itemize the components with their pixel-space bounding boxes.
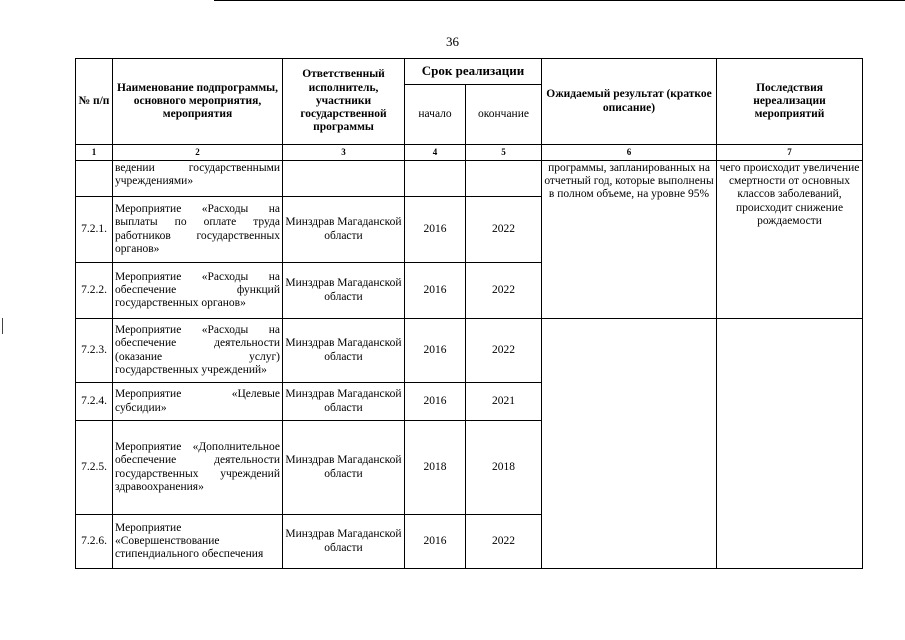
row-start: 2016	[405, 319, 466, 383]
measures-table	[75, 58, 863, 569]
row-end: 2022	[466, 263, 542, 319]
column-number: 7	[717, 145, 863, 161]
header-end: окончание	[466, 85, 542, 145]
page-number: 36	[446, 34, 459, 49]
margin-mark	[2, 318, 3, 334]
row-responsible: Минздрав Магаданской области	[283, 515, 405, 569]
row-start: 2016	[405, 515, 466, 569]
row-end: 2022	[466, 197, 542, 263]
row-responsible: Минздрав Магаданской области	[283, 319, 405, 383]
continued-row	[76, 161, 863, 197]
header-result: Ожидаемый результат (краткое описание)	[542, 59, 717, 145]
row-responsible: Минздрав Магаданской области	[283, 197, 405, 263]
column-number: 3	[283, 145, 405, 161]
header-num: № п/п	[76, 59, 113, 145]
column-number: 6	[542, 145, 717, 161]
row-start: 2016	[405, 383, 466, 421]
header-name: Наименование подпрограммы, основного мероприятия, мероприятия	[113, 59, 283, 145]
header-start: начало	[405, 85, 466, 145]
row-num: 7.2.3.	[76, 319, 113, 383]
row-name: Мероприятие «Дополнительное обеспечение деятельности государственных учреждений здравоохранения»	[113, 421, 283, 515]
consequences-empty	[717, 319, 863, 569]
row-end: 2022	[466, 515, 542, 569]
expected-result-text: программы, запланированных на отчетный год, которые выполнены в полном объеме, на уровне 95%	[542, 161, 717, 319]
column-number: 1	[76, 145, 113, 161]
row-end: 2018	[466, 421, 542, 515]
row-start: 2016	[405, 263, 466, 319]
column-number: 5	[466, 145, 542, 161]
row-name: Мероприятие «Совершенствование стипендиального обеспечения	[113, 515, 283, 569]
row-num: 7.2.1.	[76, 197, 113, 263]
row-responsible: Минздрав Магаданской области	[283, 383, 405, 421]
consequences-text: чего происходит увеличение смертности от основных классов заболеваний, происходит снижение рождаемости	[717, 161, 863, 319]
header-responsible: Ответственный исполнитель, участники государственной программы	[283, 59, 405, 145]
expected-result-empty	[542, 319, 717, 569]
column-number: 4	[405, 145, 466, 161]
row-name: Мероприятие «Расходы на выплаты по оплате труда работников государственных органов»	[113, 197, 283, 263]
row-num	[76, 161, 113, 197]
table-row	[76, 319, 863, 383]
row-name: Мероприятие «Целевые субсидии»	[113, 383, 283, 421]
column-number: 2	[113, 145, 283, 161]
row-num: 7.2.4.	[76, 383, 113, 421]
row-num: 7.2.6.	[76, 515, 113, 569]
row-name: Мероприятие «Расходы на обеспечение функций государственных органов»	[113, 263, 283, 319]
row-responsible: Минздрав Магаданской области	[283, 263, 405, 319]
row-num: 7.2.2.	[76, 263, 113, 319]
header-term: Срок реализации	[405, 59, 542, 85]
row-num: 7.2.5.	[76, 421, 113, 515]
top-rule	[214, 0, 905, 2]
row-start: 2018	[405, 421, 466, 515]
column-numbers-row	[76, 145, 863, 161]
row-start: 2016	[405, 197, 466, 263]
header-consequences: Последствия нереализации мероприятий	[717, 59, 863, 145]
row-name: ведении государственными учреждениями»	[113, 161, 283, 197]
row-responsible: Минздрав Магаданской области	[283, 421, 405, 515]
row-end: 2021	[466, 383, 542, 421]
row-end: 2022	[466, 319, 542, 383]
row-name: Мероприятие «Расходы на обеспечение деятельности (оказание услуг) государственных учреждений»	[113, 319, 283, 383]
